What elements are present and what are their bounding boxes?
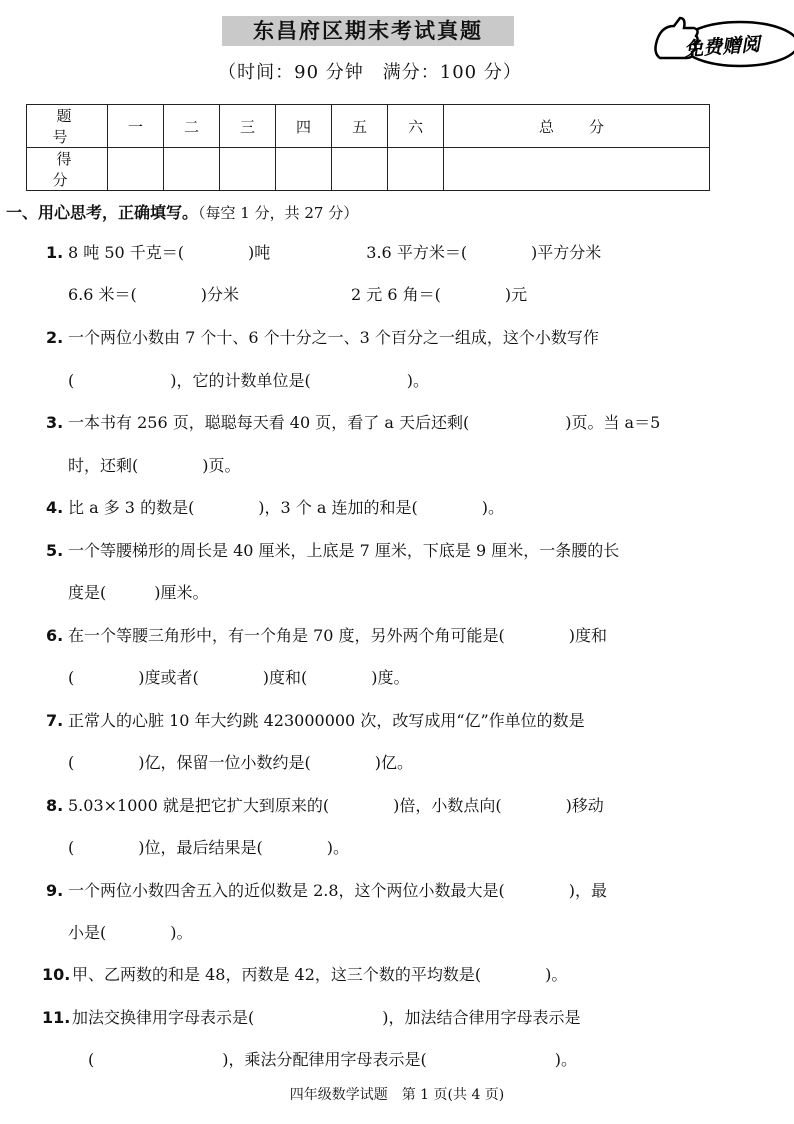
question-number: 10. [42,965,71,984]
table-cell: 题 号 [27,105,108,148]
table-cell: 二 [164,105,220,148]
question-number: 2. [46,328,64,347]
question-line: 一个两位小数四舍五入的近似数是 2.8，这个两位小数最大是( )，最 [68,881,608,900]
question-line: 正常人的心脏 10 年大约跳 423000000 次，改写成用“亿”作单位的数是 [68,711,585,730]
question-line: 6.6 米＝( )分米 2 元 6 角＝( )元 [68,285,528,304]
question-line: 加法交换律用字母表示是( )，加法结合律用字母表示是 [72,1008,581,1027]
score-cell[interactable] [388,148,444,191]
question-number: 8. [46,796,64,815]
question-line: 度是( )厘米。 [68,583,209,602]
section-heading [6,200,358,223]
question-line: 时，还剩( )页。 [68,456,241,475]
table-cell: 五 [332,105,388,148]
question-line: 5.03×1000 就是把它扩大到原来的( )倍，小数点向( )移动 [68,796,604,815]
score-cell[interactable] [276,148,332,191]
question-number: 6. [46,626,64,645]
table-cell: 总 分 [444,105,710,148]
question-line: 小是( )。 [68,923,193,942]
badge-label: 免费赠阅 [683,33,761,61]
question-line: 比 a 多 3 的数是( )，3 个 a 连加的和是( )。 [68,498,505,517]
question-line: ( )亿，保留一位小数约是( )亿。 [68,753,413,772]
score-cell[interactable] [332,148,388,191]
table-cell: 六 [388,105,444,148]
score-table [26,104,710,191]
score-table-header-row [27,105,710,148]
score-cell[interactable] [444,148,710,191]
question-line: 一本书有 256 页，聪聪每天看 40 页，看了 a 天后还剩( )页。当 a＝5 [68,413,661,432]
question-line: ( )位，最后结果是( )。 [68,838,349,857]
section-title: 一、用心思考，正确填写。 [6,203,199,222]
question-line: ( )，乘法分配律用字母表示是( )。 [72,1050,577,1069]
section-note: （每空 1 分，共 27 分） [198,204,359,222]
page-title: 东昌府区期末考试真题 [222,16,514,46]
table-cell: 得 分 [27,148,108,191]
question-line: ( )度或者( )度和( )度。 [68,668,410,687]
question-number: 5. [46,541,64,560]
question-line: 一个两位小数由 7 个十、6 个十分之一、3 个百分之一组成，这个小数写作 [68,328,599,347]
question-number: 4. [46,498,64,517]
score-cell[interactable] [220,148,276,191]
page-footer: 四年级数学试题 第 1 页(共 4 页) [289,1087,505,1103]
table-cell: 四 [276,105,332,148]
score-cell[interactable] [108,148,164,191]
question-number: 7. [46,711,64,730]
question-number: 9. [46,881,64,900]
question-number: 11. [42,1008,71,1027]
question-line: 一个等腰梯形的周长是 40 厘米，上底是 7 厘米，下底是 9 厘米，一条腰的长 [68,541,620,560]
score-table-score-row [27,148,710,191]
question-number: 1. [46,243,64,262]
exam-subtitle: （时间：90 分钟 满分：100 分） [218,62,522,83]
question-line: ( )，它的计数单位是( )。 [68,371,429,390]
table-cell: 三 [220,105,276,148]
free-gift-badge [650,14,794,70]
question-number: 3. [46,413,64,432]
question-line: 甲、乙两数的和是 48，丙数是 42，这三个数的平均数是( )。 [72,965,568,984]
question-line: 8 吨 50 千克＝( )吨 3.6 平方米＝( )平方分米 [68,243,602,262]
table-cell: 一 [108,105,164,148]
score-cell[interactable] [164,148,220,191]
question-line: 在一个等腰三角形中，有一个角是 70 度，另外两个角可能是( )度和 [68,626,608,645]
